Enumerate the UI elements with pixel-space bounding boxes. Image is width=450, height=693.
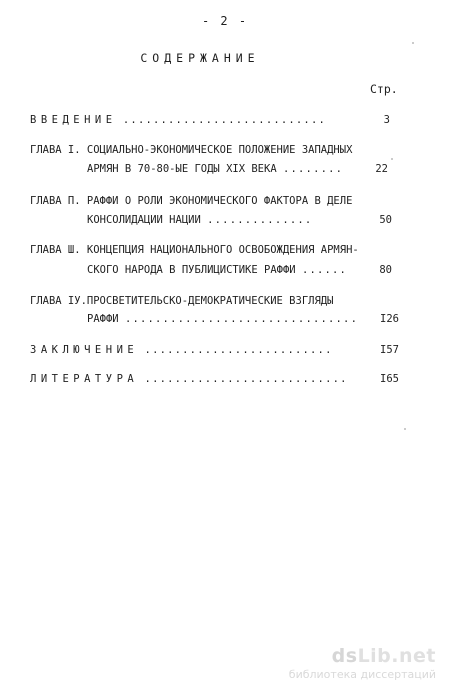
toc-entry-ch2-line2 [87, 215, 312, 226]
toc-entry-ch1-line2 [87, 164, 343, 175]
toc-entry-ch4-title-end: РАФФИ [87, 313, 119, 325]
scan-speck [412, 42, 414, 44]
toc-entry-ch4-line1: ГЛАВА IУ.ПРОСВЕТИТЕЛЬСКО-ДЕМОКРАТИЧЕСКИЕ ВЗГЛЯДЫ [30, 295, 334, 307]
toc-entry-intro-page: 3 [383, 114, 390, 126]
scan-speck [404, 428, 406, 430]
toc-entry-ch3-page: 80 [379, 264, 392, 276]
toc-entry-literature-title: ЛИТЕРАТУРА [30, 373, 139, 385]
toc-entry-intro-title: ВВЕДЕНИЕ [30, 114, 117, 126]
page-number: - 2 - [201, 14, 249, 28]
toc-entry-conclusion [30, 345, 333, 356]
watermark-logo [289, 645, 436, 667]
toc-entry-ch1-leader: ........ [282, 163, 344, 175]
toc-entry-ch3-title-end: СКОГО НАРОДА В ПУБЛИЦИСТИКЕ РАФФИ [87, 264, 296, 276]
toc-entry-ch3-leader: ...... [301, 264, 348, 276]
toc-entry-ch3-line1: ГЛАВА Ш. КОНЦЕПЦИЯ НАЦИОНАЛЬНОГО ОСВОБОЖДЕНИЯ АРМЯН- [30, 244, 359, 256]
toc-entry-ch2-line1: ГЛАВА П. РАФФИ О РОЛИ ЭКОНОМИЧЕСКОГО ФАКТОРА В ДЕЛЕ [30, 195, 353, 207]
toc-entry-ch2-page: 50 [379, 214, 392, 226]
toc-entry-ch2-title-end: КОНСОЛИДАЦИИ НАЦИИ [87, 214, 201, 226]
toc-entry-conclusion-page: I57 [380, 344, 399, 356]
toc-entry-conclusion-title: ЗАКЛЮЧЕНИЕ [30, 344, 139, 356]
toc-entry-ch4-leader: ............................... [124, 313, 359, 325]
toc-entry-conclusion-leader: ......................... [144, 344, 333, 356]
watermark-logo-suffix: Lib.net [357, 645, 436, 667]
watermark [289, 645, 436, 681]
toc-entry-ch4-page: I26 [380, 313, 399, 325]
toc-entry-ch1-title-end: АРМЯН В 70-80-ЫЕ ГОДЫ XIX ВЕКА [87, 163, 277, 175]
toc-entry-intro-leader: ........................... [122, 114, 326, 126]
toc-entry-intro [30, 115, 326, 126]
toc-entry-literature-page: I65 [380, 373, 399, 385]
toc-heading: СОДЕРЖАНИЕ [140, 51, 260, 65]
toc-entry-literature-leader: ........................... [144, 373, 348, 385]
toc-entry-ch3-line2 [87, 265, 347, 276]
toc-entry-ch4-line2 [87, 314, 358, 325]
toc-entry-ch1-page: 22 [375, 163, 388, 175]
watermark-logo-prefix: ds [331, 645, 358, 667]
watermark-subtitle: библиотека диссертаций [288, 668, 436, 681]
scan-speck [391, 158, 393, 160]
toc-entry-ch2-leader: .............. [207, 214, 313, 226]
toc-entry-literature [30, 374, 348, 385]
toc-entry-ch1-line1: ГЛАВА I. СОЦИАЛЬНО-ЭКОНОМИЧЕСКОЕ ПОЛОЖЕНИЕ ЗАПАДНЫХ [30, 144, 353, 156]
page-column-label: Стр. [370, 82, 398, 96]
